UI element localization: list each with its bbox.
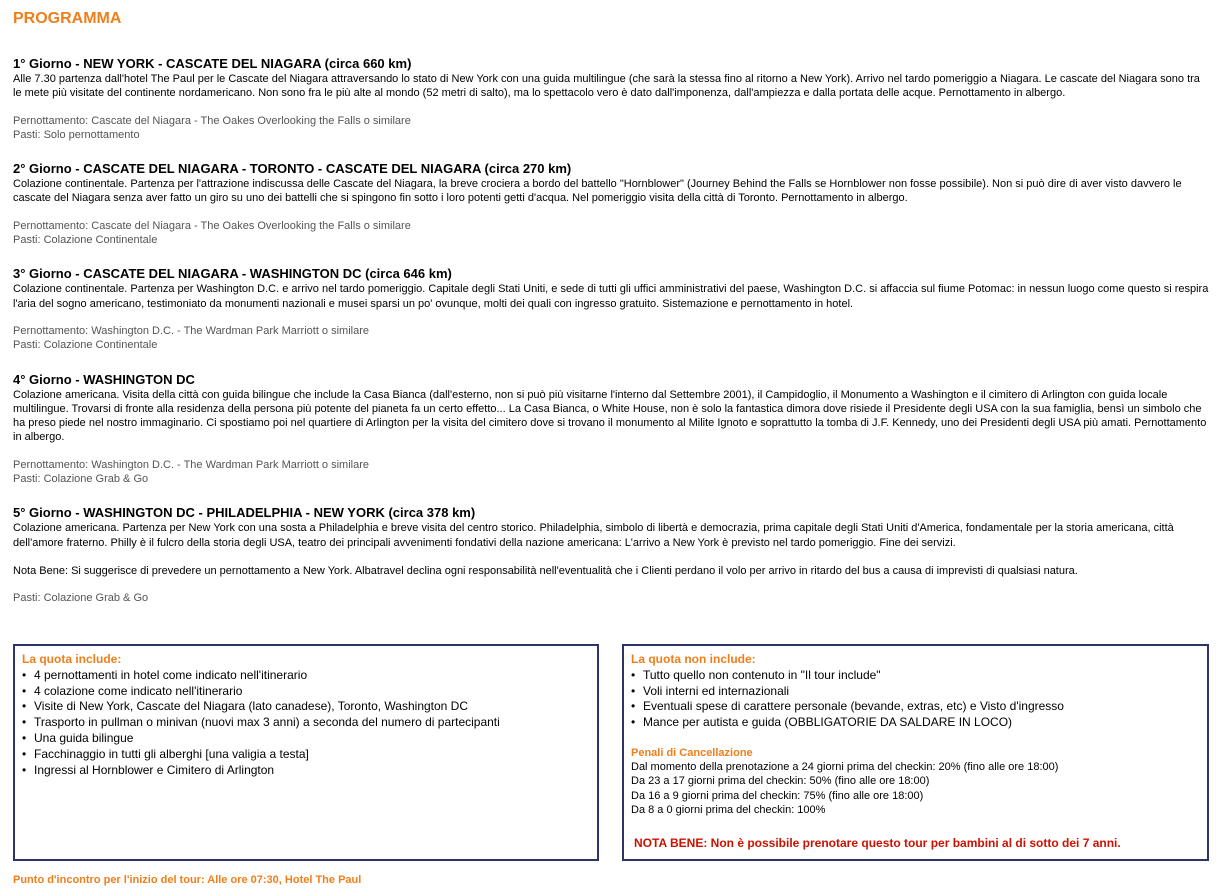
day-description: Colazione americana. Partenza per New York con una sosta a Philadelphia e breve visita del centro storico. Philadelphia, simbolo di libertà e democrazia, prima capitale degli Stati Uniti d'America, fondamentale per la storia americana, città dell'amore fraterno. Philly è il fulcro della storia degli USA, teatro dei principali avvenimenti fondativi della nazione americana: L'arrivo a New York è previsto nel tardo pomeriggio. Fine dei servizi.	[13, 522, 1174, 549]
list-item: • Voli interni ed internazionali	[631, 684, 1200, 700]
day-lodging: Pernottamento: Cascate del Niagara - The Oakes Overlooking the Falls o similare	[13, 114, 411, 127]
page-title: PROGRAMMA	[13, 10, 122, 27]
cancellation-rule: Dal momento della prenotazione a 24 giorni prima del checkin: 20% (fino alle ore 18:00)	[631, 760, 1059, 773]
day-lodging: Pernottamento: Cascate del Niagara - The Oakes Overlooking the Falls o similare	[13, 219, 411, 232]
day-3	[13, 266, 1209, 352]
day-description: Alle 7.30 partenza dall'hotel The Paul per le Cascate del Niagara attraversando lo stato di New York con una guida multilingue (che sarà la stessa fino al ritorno a New York). Arrivo nel tardo pomeriggio a Niagara. Le cascate del Niagara sono tra le mete più visitate del continente nordamericano. Non sono fra le più alte al mondo (52 metri di salto), ma lo spettacolo vero è dato dall'imponenza, dall'ampiezza e dalla portata delle acque. Pernottamento in albergo.	[13, 73, 1200, 100]
day-2	[13, 161, 1209, 247]
list-item: • Facchinaggio in tutti gli alberghi [una valigia a testa]	[22, 747, 590, 763]
list-item: • Trasporto in pullman o minivan (nuovi max 3 anni) a seconda del numero di partecipanti	[22, 715, 590, 731]
day-meals: Pasti: Solo pernottamento	[13, 128, 140, 141]
child-warning: NOTA BENE: Non è possibile prenotare questo tour per bambini al di sotto dei 7 anni.	[634, 835, 1121, 850]
cancellation-heading: Penali di Cancellazione	[631, 746, 753, 759]
day-5	[13, 505, 1209, 605]
itinerary	[13, 56, 1209, 625]
list-item: • 4 colazione come indicato nell'itinerario	[22, 684, 590, 700]
day-title: 3° Giorno - CASCATE DEL NIAGARA - WASHINGTON DC (circa 646 km)	[13, 266, 452, 282]
day-note: Nota Bene: Si suggerisce di prevedere un pernottamento a New York. Albatravel declina ogni responsabilità nell'eventualità che i Clienti perdano il volo per arrivo in ritardo del bus a causa di imprevisti di qualsiasi natura.	[13, 564, 1078, 577]
day-meals: Pasti: Colazione Continentale	[13, 339, 158, 352]
cancellation-rule: Da 8 a 0 giorni prima del checkin: 100%	[631, 804, 826, 817]
day-lodging: Pernottamento: Washington D.C. - The Wardman Park Marriott o similare	[13, 458, 369, 471]
meeting-point: Punto d'incontro per l'inizio del tour: Alle ore 07:30, Hotel The Paul	[13, 874, 362, 886]
excludes-list	[631, 668, 1200, 731]
list-item: • Una guida bilingue	[22, 731, 590, 747]
includes-heading: La quota include:	[22, 652, 122, 666]
list-item: • Visite di New York, Cascate del Niagara (lato canadese), Toronto, Washington DC	[22, 699, 590, 715]
day-title: 4° Giorno - WASHINGTON DC	[13, 371, 195, 387]
day-meals: Pasti: Colazione Grab & Go	[13, 592, 149, 605]
day-description: Colazione americana. Visita della città con guida bilingue che include la Casa Bianca (dall'esterno, non si può più visitarne l'interno dal Settembre 2001), il Campidoglio, il Monumento a Washington e il cimitero di Arlington con guida locale multilingue. Trovarsi di fronte alla residenza della persona più potente del pianeta fa un certo effetto... La Casa Bianca, o White House, non è solo la fantastica dimora dove risiede il Presidente degli USA con la sua famiglia, bensì un simbolo che ha preso piede nel nostro immaginario. Ci spostiamo poi nel quartiere di Arlington per la visita del cimitero dove si trovano il monumento al Milite Ignoto e soprattutto la tomba di J.F. Kennedy, uno dei Presidenti degli USA più amati. Pernottamento in albergo.	[13, 388, 1207, 444]
day-title: 1° Giorno - NEW YORK - CASCATE DEL NIAGARA (circa 660 km)	[13, 56, 412, 71]
excludes-heading: La quota non include:	[631, 652, 756, 666]
day-description: Colazione continentale. Partenza per Washington D.C. e arrivo nel tardo pomeriggio. Capitale degli Stati Uniti, e sede di tutti gli uffici amministrativi del paese, Washington D.C. si affaccia sul fiume Potomac: in nessun luogo come questo si respira l'aria del sogno americano, testimoniato da monumenti nazionali e musei sparsi un po' ovunque, molti dei quali con ingresso gratuito. Sistemazione e pernottamento in hotel.	[13, 283, 1209, 310]
list-item: • Tutto quello non contenuto in "Il tour include"	[631, 668, 1200, 684]
day-title: 2° Giorno - CASCATE DEL NIAGARA - TORONTO - CASCATE DEL NIAGARA (circa 270 km)	[13, 161, 572, 177]
day-meals: Pasti: Colazione Grab & Go	[13, 473, 149, 486]
day-4	[13, 372, 1209, 487]
cancellation-rule: Da 16 a 9 giorni prima del checkin: 75% (fino alle ore 18:00)	[631, 789, 924, 802]
day-title: 5° Giorno - WASHINGTON DC - PHILADELPHIA - NEW YORK (circa 378 km)	[13, 505, 476, 521]
list-item: • Ingressi al Hornblower e Cimitero di Arlington	[22, 763, 590, 779]
day-meals: Pasti: Colazione Continentale	[13, 234, 158, 247]
includes-list	[22, 668, 590, 779]
day-1	[13, 56, 1209, 142]
cancellation-rule: Da 23 a 17 giorni prima del checkin: 50% (fino alle ore 18:00)	[631, 775, 930, 788]
day-description: Colazione continentale. Partenza per l'attrazione indiscussa delle Cascate del Niagara, la breve crociera a bordo del battello "Hornblower" (Journey Behind the Falls se Hornblower non fosse possibile). Non si può dire di aver visto davvero le cascate del Niagara senza aver fatto un giro su uno dei battelli che si spingono fin sotto i loro potenti getti d'acqua. Nel pomeriggio visita della città di Toronto. Pernottamento in albergo.	[13, 178, 1182, 205]
includes-box	[13, 644, 599, 861]
list-item: • 4 pernottamenti in hotel come indicato nell'itinerario	[22, 668, 590, 684]
list-item: • Mance per autista e guida (OBBLIGATORIE DA SALDARE IN LOCO)	[631, 715, 1200, 731]
day-lodging: Pernottamento: Washington D.C. - The Wardman Park Marriott o similare	[13, 324, 369, 337]
excludes-box	[622, 644, 1209, 861]
list-item: • Eventuali spese di carattere personale (bevande, extras, etc) e Visto d'ingresso	[631, 699, 1200, 715]
